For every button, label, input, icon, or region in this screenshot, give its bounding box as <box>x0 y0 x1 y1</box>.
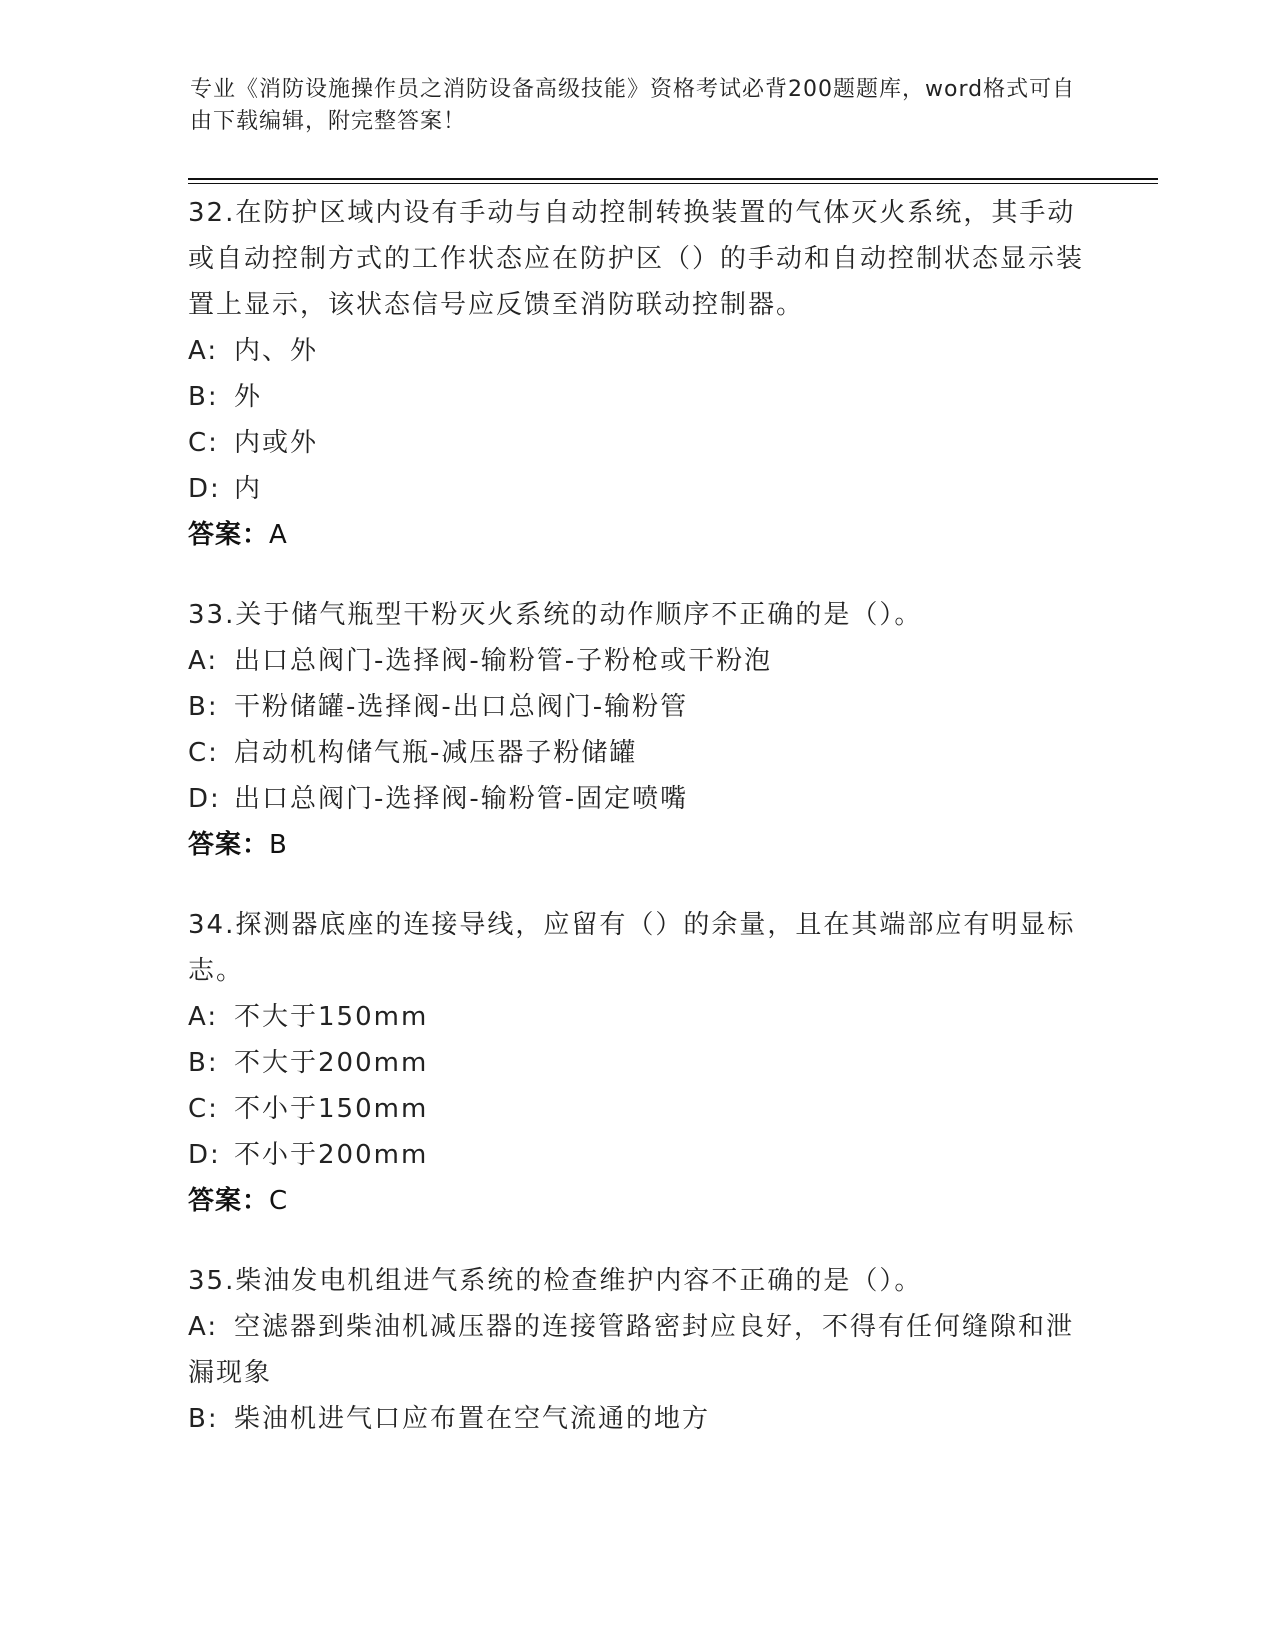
answer-label: 答案： <box>188 1186 270 1216</box>
option-text: 出口总阀门-选择阀-输粉管-子粉枪或干粉泡 <box>234 646 773 676</box>
option-letter: A: <box>188 1312 219 1342</box>
option-text: 不小于150mm <box>234 1094 429 1124</box>
option-b <box>188 374 1088 420</box>
answer-label: 答案： <box>188 830 270 860</box>
option-a <box>188 1304 1088 1396</box>
answer-line <box>188 1178 1088 1224</box>
option-letter: C: <box>188 1094 219 1124</box>
option-c <box>188 730 1088 776</box>
option-b <box>188 1396 1088 1442</box>
question-33 <box>188 592 1088 868</box>
answer-line <box>188 512 1088 558</box>
option-letter: A: <box>188 336 219 366</box>
question-32 <box>188 190 1088 558</box>
option-letter: B: <box>188 382 219 412</box>
option-text: 启动机构储气瓶-减压器子粉储罐 <box>234 738 638 768</box>
option-b <box>188 684 1088 730</box>
option-letter: A: <box>188 1002 219 1032</box>
option-letter: A: <box>188 646 219 676</box>
option-text: 干粉储罐-选择阀-出口总阀门-输粉管 <box>234 692 689 722</box>
option-letter: C: <box>188 428 219 458</box>
option-letter: D: <box>188 474 221 504</box>
option-text: 不小于200mm <box>234 1140 429 1170</box>
answer-value: A <box>269 520 288 550</box>
option-text: 柴油机进气口应布置在空气流通的地方 <box>234 1404 711 1434</box>
option-text: 不大于150mm <box>234 1002 429 1032</box>
option-d <box>188 776 1088 822</box>
option-text: 出口总阀门-选择阀-输粉管-固定喷嘴 <box>234 784 689 814</box>
question-stem: 35.柴油发电机组进气系统的检查维护内容不正确的是（）。 <box>188 1266 923 1296</box>
option-text: 内 <box>234 474 263 504</box>
header-rule-thin <box>188 183 1158 184</box>
option-text: 内或外 <box>234 428 319 458</box>
answer-label: 答案： <box>188 520 270 550</box>
option-text: 空滤器到柴油机减压器的连接管路密封应良好，不得有任何缝隙和泄漏现象 <box>188 1312 1075 1388</box>
question-stem: 32.在防护区域内设有手动与自动控制转换装置的气体灭火系统，其手动或自动控制方式的工作状态应在防护区（）的手动和自动控制状态显示装置上显示，该状态信号应反馈至消防联动控制器。 <box>188 198 1085 320</box>
option-letter: D: <box>188 1140 221 1170</box>
option-letter: B: <box>188 692 219 722</box>
option-text: 内、外 <box>234 336 319 366</box>
option-c <box>188 1086 1088 1132</box>
option-a <box>188 328 1088 374</box>
option-text: 外 <box>234 382 263 412</box>
option-d <box>188 1132 1088 1178</box>
option-d <box>188 466 1088 512</box>
question-list <box>188 190 1088 1476</box>
option-b <box>188 1040 1088 1086</box>
answer-value: B <box>269 830 288 860</box>
option-letter: B: <box>188 1404 219 1434</box>
option-text: 不大于200mm <box>234 1048 429 1078</box>
option-letter: D: <box>188 784 221 814</box>
question-stem: 33.关于储气瓶型干粉灭火系统的动作顺序不正确的是（）。 <box>188 600 923 630</box>
option-letter: C: <box>188 738 219 768</box>
answer-value: C <box>269 1186 289 1216</box>
option-letter: B: <box>188 1048 219 1078</box>
option-a <box>188 994 1088 1040</box>
question-34 <box>188 902 1088 1224</box>
option-a <box>188 638 1088 684</box>
answer-line <box>188 822 1088 868</box>
question-35 <box>188 1258 1088 1442</box>
header-rule-thick <box>188 178 1158 180</box>
question-stem: 34.探测器底座的连接导线，应留有（）的余量，且在其端部应有明显标志。 <box>188 910 1076 986</box>
document-header: 专业《消防设施操作员之消防设备高级技能》资格考试必背200题题库，word格式可自由下载编辑，附完整答案！ <box>190 77 1076 134</box>
option-c <box>188 420 1088 466</box>
